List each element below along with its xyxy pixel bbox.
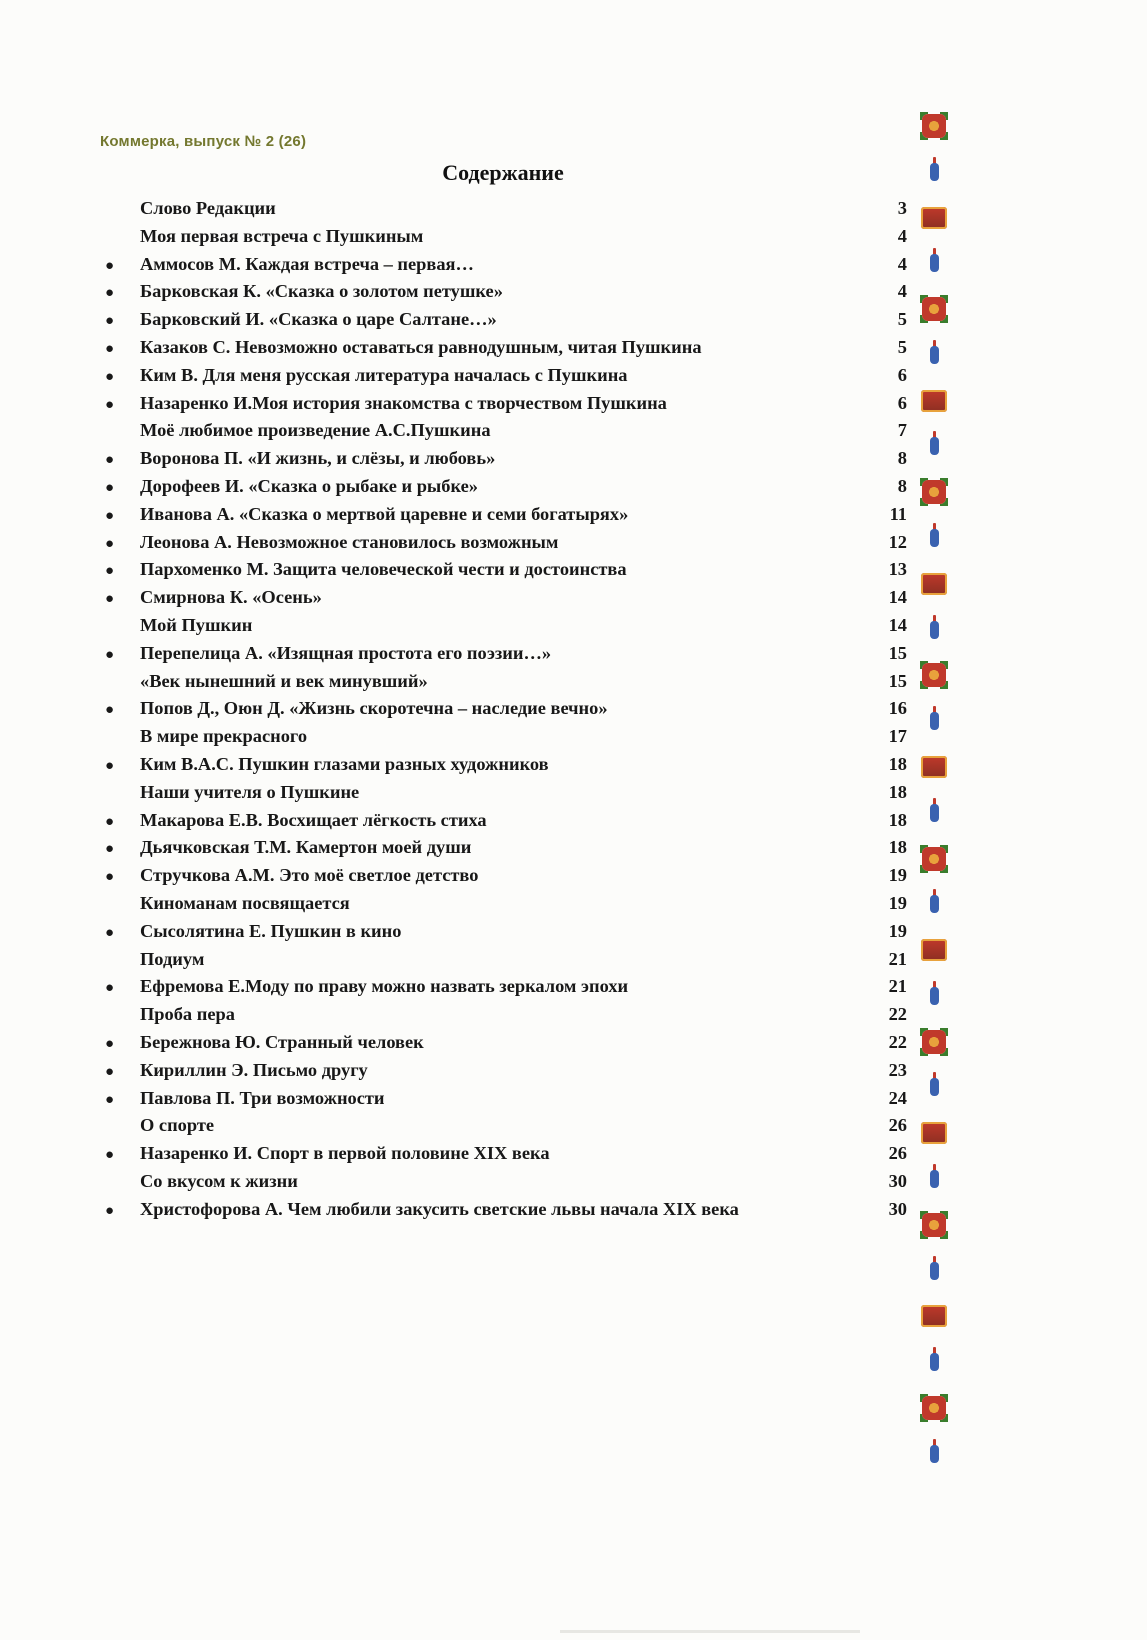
entry-text: Барковская К. «Сказка о золотом петушке» — [140, 281, 503, 302]
entry-page-number: 30 — [888, 1198, 907, 1219]
ornament-motif-icon — [915, 333, 953, 377]
ornament-motif-icon — [915, 1111, 953, 1155]
ornament-motif-icon — [915, 424, 953, 468]
entry-text: Аммосов М. Каждая встреча – первая… — [140, 253, 474, 274]
ornament-motif-icon — [915, 791, 953, 835]
ornament-motif-icon — [915, 1157, 953, 1201]
decorative-border — [915, 104, 953, 1476]
toc-entry — [100, 1085, 907, 1113]
entry-page-number: 19 — [888, 892, 907, 913]
bullet-icon: ● — [105, 313, 115, 330]
toc-entry — [100, 779, 907, 807]
toc-entry — [100, 278, 907, 306]
ornament-motif-icon — [915, 928, 953, 972]
entry-text: «Век нынешний и век минувший» — [140, 670, 428, 691]
entry-page-number: 21 — [888, 948, 907, 969]
toc-entry — [100, 695, 907, 723]
toc-entry — [100, 195, 907, 223]
entry-page-number: 4 — [897, 225, 907, 246]
scan-artifact — [560, 1630, 860, 1633]
entry-text: Леонова А. Невозможное становилось возможным — [140, 531, 559, 552]
toc-entry — [100, 529, 907, 557]
toc-entry — [100, 501, 907, 529]
entry-page-number: 15 — [888, 642, 907, 663]
toc-entry — [100, 973, 907, 1001]
ornament-motif-icon — [915, 516, 953, 560]
toc-list — [100, 195, 907, 1223]
ornament-motif-icon — [915, 1432, 953, 1476]
entry-page-number: 26 — [888, 1115, 907, 1136]
entry-page-number: 15 — [888, 670, 907, 691]
ornament-motif-icon — [915, 470, 953, 514]
entry-text: Проба пера — [140, 1004, 235, 1025]
entry-text: Мой Пушкин — [140, 614, 253, 635]
bullet-icon: ● — [105, 646, 115, 663]
bullet-icon: ● — [105, 980, 115, 997]
entry-page-number: 19 — [888, 865, 907, 886]
entry-page-number: 22 — [888, 1031, 907, 1052]
entry-page-number: 5 — [897, 309, 907, 330]
entry-page-number: 18 — [888, 781, 907, 802]
entry-text: Воронова П. «И жизнь, и слёзы, и любовь» — [140, 448, 496, 469]
toc-entry — [100, 612, 907, 640]
toc-entry — [100, 668, 907, 696]
ornament-motif-icon — [915, 974, 953, 1018]
entry-page-number: 16 — [888, 698, 907, 719]
entry-text: Моя первая встреча с Пушкиным — [140, 225, 424, 246]
entry-text: Наши учителя о Пушкине — [140, 781, 360, 802]
toc-entry — [100, 251, 907, 279]
entry-text: Попов Д., Оюн Д. «Жизнь скоротечна – наследие вечно» — [140, 698, 608, 719]
ornament-motif-icon — [915, 1203, 953, 1247]
entry-page-number: 23 — [888, 1059, 907, 1080]
bullet-icon: ● — [105, 1091, 115, 1108]
entry-page-number: 6 — [897, 364, 907, 385]
toc-entry — [100, 834, 907, 862]
ornament-motif-icon — [915, 1065, 953, 1109]
bullet-icon: ● — [105, 757, 115, 774]
entry-page-number: 18 — [888, 837, 907, 858]
entry-page-number: 11 — [889, 503, 907, 524]
entry-page-number: 4 — [897, 253, 907, 274]
entry-page-number: 22 — [888, 1004, 907, 1025]
toc-entry — [100, 751, 907, 779]
bullet-icon: ● — [105, 1202, 115, 1219]
ornament-motif-icon — [915, 104, 953, 148]
toc-entry — [100, 334, 907, 362]
entry-page-number: 4 — [897, 281, 907, 302]
entry-page-number: 8 — [897, 448, 907, 469]
ornament-motif-icon — [915, 1020, 953, 1064]
entry-text: Христофорова А. Чем любили закусить светские львы начала XIX века — [140, 1198, 739, 1219]
entry-page-number: 30 — [888, 1170, 907, 1191]
ornament-motif-icon — [915, 1340, 953, 1384]
toc-entry — [100, 640, 907, 668]
bullet-icon: ● — [105, 869, 115, 886]
page-title: Содержание — [442, 160, 564, 185]
entry-page-number: 14 — [888, 614, 907, 635]
entry-page-number: 14 — [888, 587, 907, 608]
entry-text: Стручкова А.М. Это моё светлое детство — [140, 865, 479, 886]
bullet-icon: ● — [105, 452, 115, 469]
bullet-icon: ● — [105, 535, 115, 552]
entry-text: Павлова П. Три возможности — [140, 1087, 385, 1108]
ornament-motif-icon — [915, 150, 953, 194]
entry-text: Слово Редакции — [140, 198, 276, 218]
bullet-icon: ● — [105, 479, 115, 496]
entry-page-number: 18 — [888, 753, 907, 774]
entry-text: Моё любимое произведение А.С.Пушкина — [140, 420, 491, 441]
toc-entry — [100, 584, 907, 612]
toc-entry — [100, 306, 907, 334]
toc-entry — [100, 556, 907, 584]
entry-page-number: 18 — [888, 809, 907, 830]
entry-text: Пархоменко М. Защита человеческой чести и достоинства — [140, 559, 627, 580]
ornament-motif-icon — [915, 1294, 953, 1338]
toc-entry — [100, 417, 907, 445]
entry-text: О спорте — [140, 1115, 215, 1136]
ornament-motif-icon — [915, 608, 953, 652]
entry-text: Со вкусом к жизни — [140, 1170, 298, 1191]
entry-text: Перепелица А. «Изящная простота его поэзии…» — [140, 642, 552, 663]
entry-text: Дорофеев И. «Сказка о рыбаке и рыбке» — [140, 475, 478, 496]
entry-text: Ким В.А.С. Пушкин глазами разных художников — [140, 753, 549, 774]
ornament-motif-icon — [915, 287, 953, 331]
toc-entry — [100, 807, 907, 835]
toc-entry — [100, 1168, 907, 1196]
ornament-motif-icon — [915, 745, 953, 789]
toc-entry — [100, 1029, 907, 1057]
entry-page-number: 13 — [888, 559, 907, 580]
ornament-motif-icon — [915, 241, 953, 285]
bullet-icon: ● — [105, 1035, 115, 1052]
toc-entry — [100, 362, 907, 390]
entry-page-number: 7 — [897, 420, 907, 441]
bullet-icon: ● — [105, 1063, 115, 1080]
toc-entry — [100, 723, 907, 751]
bullet-icon: ● — [105, 368, 115, 385]
toc-entry — [100, 1001, 907, 1029]
toc-entry — [100, 918, 907, 946]
entry-page-number: 12 — [888, 531, 907, 552]
bullet-icon: ● — [105, 507, 115, 524]
entry-page-number: 17 — [888, 726, 907, 747]
ornament-motif-icon — [915, 379, 953, 423]
entry-page-number: 5 — [897, 336, 907, 357]
toc-entry — [100, 390, 907, 418]
entry-text: Назаренко И. Спорт в первой половине XIX века — [140, 1143, 550, 1164]
bullet-icon: ● — [105, 257, 115, 274]
entry-page-number: 19 — [888, 920, 907, 941]
bullet-icon: ● — [105, 396, 115, 413]
ornament-motif-icon — [915, 196, 953, 240]
entry-text: Сысолятина Е. Пушкин в кино — [140, 920, 402, 941]
entry-text: Барковский И. «Сказка о царе Салтане…» — [140, 309, 497, 330]
ornament-motif-icon — [915, 699, 953, 743]
toc-entry — [100, 445, 907, 473]
toc-entry — [100, 890, 907, 918]
entry-text: Ефремова Е.Моду по праву можно назвать зеркалом эпохи — [140, 976, 629, 997]
bullet-icon: ● — [105, 1147, 115, 1164]
entry-text: Смирнова К. «Осень» — [140, 587, 322, 608]
entry-text: Ким В. Для меня русская литература началась с Пушкина — [140, 364, 628, 385]
toc-entry — [100, 1112, 907, 1140]
toc-entry — [100, 946, 907, 974]
toc-entry — [100, 1196, 907, 1224]
bullet-icon: ● — [105, 924, 115, 941]
toc-entry — [100, 223, 907, 251]
toc-entry — [100, 473, 907, 501]
entry-page-number: 3 — [897, 198, 907, 218]
bullet-icon: ● — [105, 702, 115, 719]
toc-entry — [100, 862, 907, 890]
bullet-icon: ● — [105, 285, 115, 302]
entry-text: Бережнова Ю. Странный человек — [140, 1031, 424, 1052]
entry-page-number: 6 — [897, 392, 907, 413]
ornament-motif-icon — [915, 837, 953, 881]
ornament-motif-icon — [915, 1249, 953, 1293]
ornament-motif-icon — [915, 653, 953, 697]
toc-entry — [100, 1057, 907, 1085]
ornament-motif-icon — [915, 1386, 953, 1430]
entry-text: Кириллин Э. Письмо другу — [140, 1059, 368, 1080]
entry-page-number: 26 — [888, 1143, 907, 1164]
ornament-motif-icon — [915, 882, 953, 926]
bullet-icon: ● — [105, 563, 115, 580]
entry-text: Макарова Е.В. Восхищает лёгкость стиха — [140, 809, 487, 830]
entry-text: Дьячковская Т.М. Камертон моей души — [140, 837, 472, 858]
bullet-icon: ● — [105, 841, 115, 858]
magazine-issue-header: Коммерка, выпуск № 2 (26) — [100, 133, 307, 150]
entry-text: Подиум — [140, 948, 205, 969]
entry-text: Иванова А. «Сказка о мертвой царевне и семи богатырях» — [140, 503, 629, 524]
bullet-icon: ● — [105, 591, 115, 608]
ornament-motif-icon — [915, 562, 953, 606]
entry-page-number: 21 — [888, 976, 907, 997]
toc-entry — [100, 1140, 907, 1168]
entry-text: Киноманам посвящается — [140, 892, 350, 913]
entry-text: Казаков С. Невозможно оставаться равнодушным, читая Пушкина — [140, 336, 702, 357]
entry-text: В мире прекрасного — [140, 726, 308, 747]
bullet-icon: ● — [105, 340, 115, 357]
bullet-icon: ● — [105, 813, 115, 830]
entry-text: Назаренко И.Моя история знакомства с творчеством Пушкина — [140, 392, 667, 413]
entry-page-number: 8 — [897, 475, 907, 496]
entry-page-number: 24 — [888, 1087, 907, 1108]
